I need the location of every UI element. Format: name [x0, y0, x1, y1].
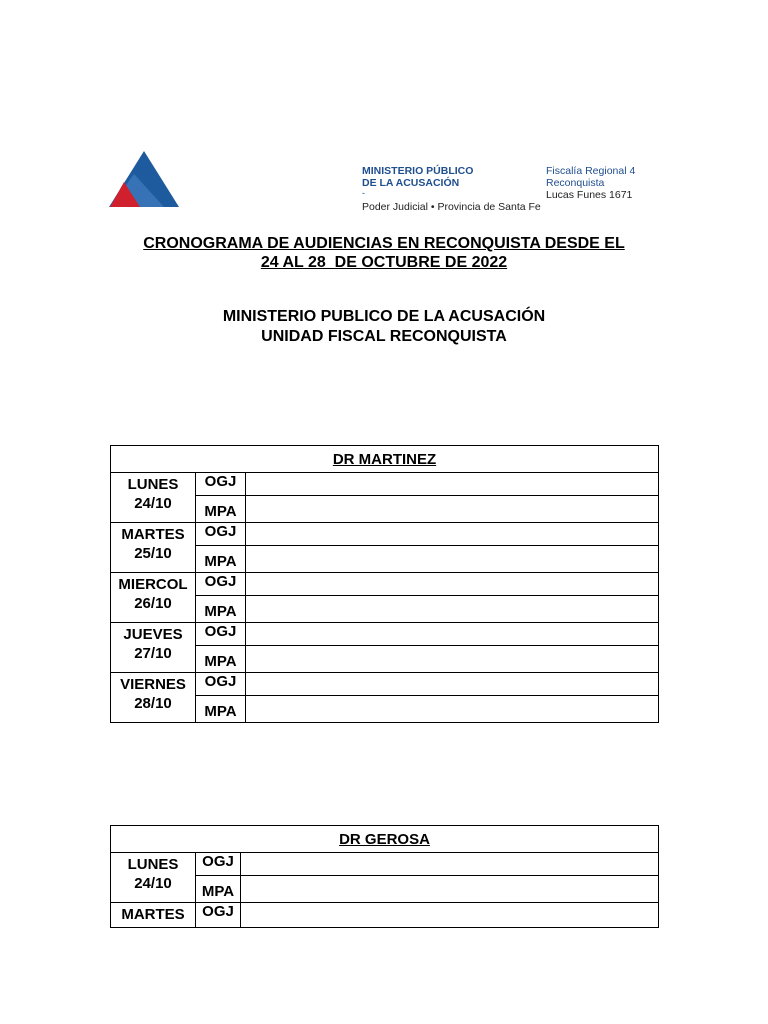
slot-label-ogj: OGJ — [196, 473, 246, 496]
slot-entry — [246, 646, 659, 673]
day-cell — [111, 573, 196, 623]
slot-label-mpa: MPA — [196, 646, 246, 673]
org-name-line2: DE LA ACUSACIÓN — [362, 177, 460, 189]
day-cell — [111, 623, 196, 673]
slot-label-ogj: OGJ — [196, 523, 246, 546]
title-line-1: CRONOGRAMA DE AUDIENCIAS EN RECONQUISTA DESDE EL — [143, 235, 625, 252]
slot-label-ogj: OGJ — [196, 903, 241, 928]
slot-entry — [246, 473, 659, 496]
slot-entry — [246, 596, 659, 623]
slot-label-ogj: OGJ — [196, 853, 241, 876]
subtitle-line-2: UNIDAD FISCAL RECONQUISTA — [261, 328, 507, 345]
day-date: 24/10 — [134, 875, 172, 892]
slot-label-mpa: MPA — [196, 696, 246, 723]
slot-label-ogj: OGJ — [196, 673, 246, 696]
document-subtitle — [110, 307, 658, 347]
day-cell — [111, 673, 196, 723]
day-date: 25/10 — [134, 545, 172, 562]
slot-label-ogj: OGJ — [196, 573, 246, 596]
day-name: LUNES — [127, 476, 179, 493]
day-name: LUNES — [127, 856, 179, 873]
subtitle-line-1: MINISTERIO PUBLICO DE LA ACUSACIÓN — [222, 308, 546, 325]
fiscalia-block — [546, 165, 635, 201]
title-line-2: 24 AL 28 DE OCTUBRE DE 2022 — [260, 254, 508, 271]
day-date: 27/10 — [134, 645, 172, 662]
day-cell — [111, 523, 196, 573]
fiscalia-name: Fiscalía Regional 4 — [546, 165, 636, 177]
slot-label-ogj: OGJ — [196, 623, 246, 646]
day-cell — [111, 903, 196, 928]
slot-entry — [246, 546, 659, 573]
org-name-line1: MINISTERIO PÚBLICO — [362, 165, 474, 177]
slot-entry — [241, 903, 659, 928]
slot-label-mpa: MPA — [196, 876, 241, 903]
slot-entry — [246, 696, 659, 723]
org-dash: - — [362, 188, 365, 198]
slot-label-mpa: MPA — [196, 546, 246, 573]
slot-entry — [246, 573, 659, 596]
slot-label-mpa: MPA — [196, 596, 246, 623]
slot-entry — [241, 876, 659, 903]
slot-label-mpa: MPA — [196, 496, 246, 523]
day-name: VIERNES — [120, 676, 186, 693]
day-date: 24/10 — [134, 495, 172, 512]
slot-entry — [246, 673, 659, 696]
org-block — [362, 165, 541, 213]
day-date: 26/10 — [134, 595, 172, 612]
table-header: DR MARTINEZ — [111, 446, 659, 473]
day-name: MIERCOL — [118, 576, 188, 593]
schedule-table-gerosa — [110, 825, 659, 928]
slot-entry — [246, 623, 659, 646]
schedule-table-martinez — [110, 445, 659, 723]
slot-entry — [241, 853, 659, 876]
day-name: MARTES — [121, 526, 185, 543]
org-subtitle: Poder Judicial • Provincia de Santa Fe — [362, 201, 541, 213]
table-header: DR GEROSA — [111, 826, 659, 853]
day-name: JUEVES — [123, 626, 183, 643]
fiscalia-city: Reconquista — [546, 177, 605, 189]
ministerio-logo — [108, 150, 180, 210]
slot-entry — [246, 496, 659, 523]
slot-entry — [246, 523, 659, 546]
day-cell — [111, 473, 196, 523]
day-cell — [111, 853, 196, 903]
day-date: 28/10 — [134, 695, 172, 712]
document-title — [110, 234, 658, 272]
fiscalia-address: Lucas Funes 1671 — [546, 189, 633, 201]
day-name: MARTES — [121, 906, 185, 923]
